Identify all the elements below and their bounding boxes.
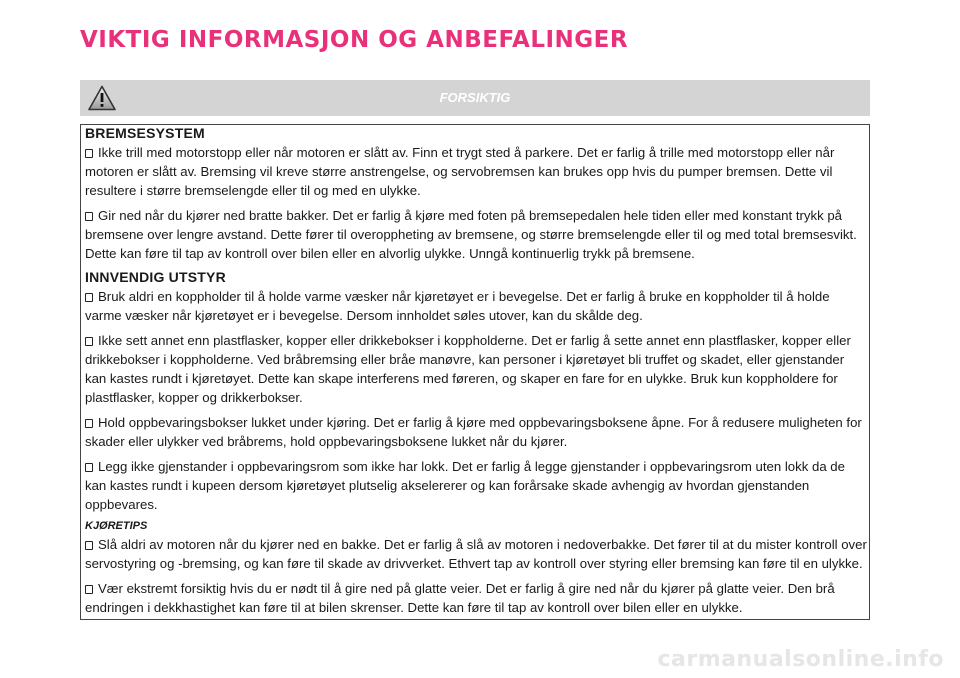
section-bremsesystem: [81, 125, 869, 263]
checkbox-bullet-icon: [85, 463, 93, 472]
list-item: [85, 287, 867, 325]
item-text: Slå aldri av motoren når du kjører ned en bakke. Det er farlig å slå av motoren i nedoverbakke. Det fører til at du mister kontroll over servostyring og -bremsing, og kan føre til skade av drivverket. Ethvert tap av kontroll over styring eller bremsing kan føre til en ulykke.: [85, 537, 867, 571]
content-box: [80, 124, 870, 620]
item-text: Bruk aldri en koppholder til å holde varme væsker når kjøretøyet er i bevegelse. Det er farlig å bruke en koppholder til å holde varme væsker når kjøretøyet er i bevegelse. Dersom innholdet søles utover, kan du skålde deg.: [85, 289, 830, 323]
section-heading: INNVENDIG UTSTYR: [85, 269, 226, 285]
list-item: [85, 413, 867, 451]
warning-label: FORSIKTIG: [439, 90, 511, 105]
checkbox-bullet-icon: [85, 212, 93, 221]
list-item: [85, 579, 867, 617]
checkbox-bullet-icon: [85, 585, 93, 594]
list-item: [85, 143, 867, 200]
warning-banner: [80, 80, 870, 116]
list-item: [85, 457, 867, 514]
item-text: Vær ekstremt forsiktig hvis du er nødt til å gire ned på glatte veier. Det er farlig å gire ned når du kjører på glatte veier. Den brå endringen i dekkhastighet kan føre til at bilen skrenser. Dette kan føre til tap av kontroll over bilen eller en ulykke.: [85, 581, 835, 615]
section-innvendig-utstyr: [81, 269, 869, 514]
checkbox-bullet-icon: [85, 293, 93, 302]
page-title: VIKTIG INFORMASJON OG ANBEFALINGER: [80, 27, 629, 53]
section-heading: BREMSESYSTEM: [85, 125, 205, 141]
item-text: Gir ned når du kjører ned bratte bakker. Det er farlig å kjøre med foten på bremsepedalen hele tiden eller med konstant trykk på bremsene over lengre avstand. Dette fører til overoppheting av bremsene, og større bremselengde eller til og med total bremsesvikt. Dette kan føre til tap av kontroll over bilen eller en alvorlig ulykke. Unngå kontinuerlig trykk på bremsene.: [85, 208, 857, 261]
subsection-heading: KJØRETIPS: [85, 520, 148, 532]
list-item: [85, 535, 867, 573]
item-text: Hold oppbevaringsbokser lukket under kjøring. Det er farlig å kjøre med oppbevaringsboksene åpne. For å redusere muligheten for skader eller ulykker ved bråbrems, hold oppbevaringsboksene lukket når du kjører.: [85, 415, 862, 449]
list-item: [85, 206, 867, 263]
checkbox-bullet-icon: [85, 149, 93, 158]
checkbox-bullet-icon: [85, 337, 93, 346]
item-text: Ikke trill med motorstopp eller når motoren er slått av. Finn et trygt sted å parkere. Det er farlig å trille med motorstopp eller når motoren er slått av. Bremsing vil kreve større anstrengelse, og servobremsen kan brukes opp hvis du pumper bremsen. Dette vil resultere i større bremselengde eller til og med en ulykke.: [85, 145, 835, 198]
section-kjoretips: [81, 520, 869, 617]
list-item: [85, 331, 867, 407]
checkbox-bullet-icon: [85, 541, 93, 550]
item-text: Ikke sett annet enn plastflasker, kopper eller drikkebokser i koppholderne. Det er farlig å sette annet enn plastflasker, kopper eller drikkebokser i koppholderne. Ved bråbremsing eller bråe manøvre, kan personer i kjøretøyet bli truffet og skadet, eller gjenstander kan kastes rundt i kjøretøyet. Dette kan skape interferens med føreren, og skaper en fare for en ulykke. Bruk kun koppholdere for plastflasker, kopper og drikkerbokser.: [85, 333, 851, 405]
checkbox-bullet-icon: [85, 419, 93, 428]
item-text: Legg ikke gjenstander i oppbevaringsrom som ikke har lokk. Det er farlig å legge gjenstander i oppbevaringsrom uten lokk da de kan kastes rundt i kupeen dersom kjøretøyet plutselig akselererer og kan forårsake skade avhengig av hvordan gjenstanden oppbevares.: [85, 459, 845, 512]
watermark: carmanualsonline.info: [657, 647, 944, 672]
